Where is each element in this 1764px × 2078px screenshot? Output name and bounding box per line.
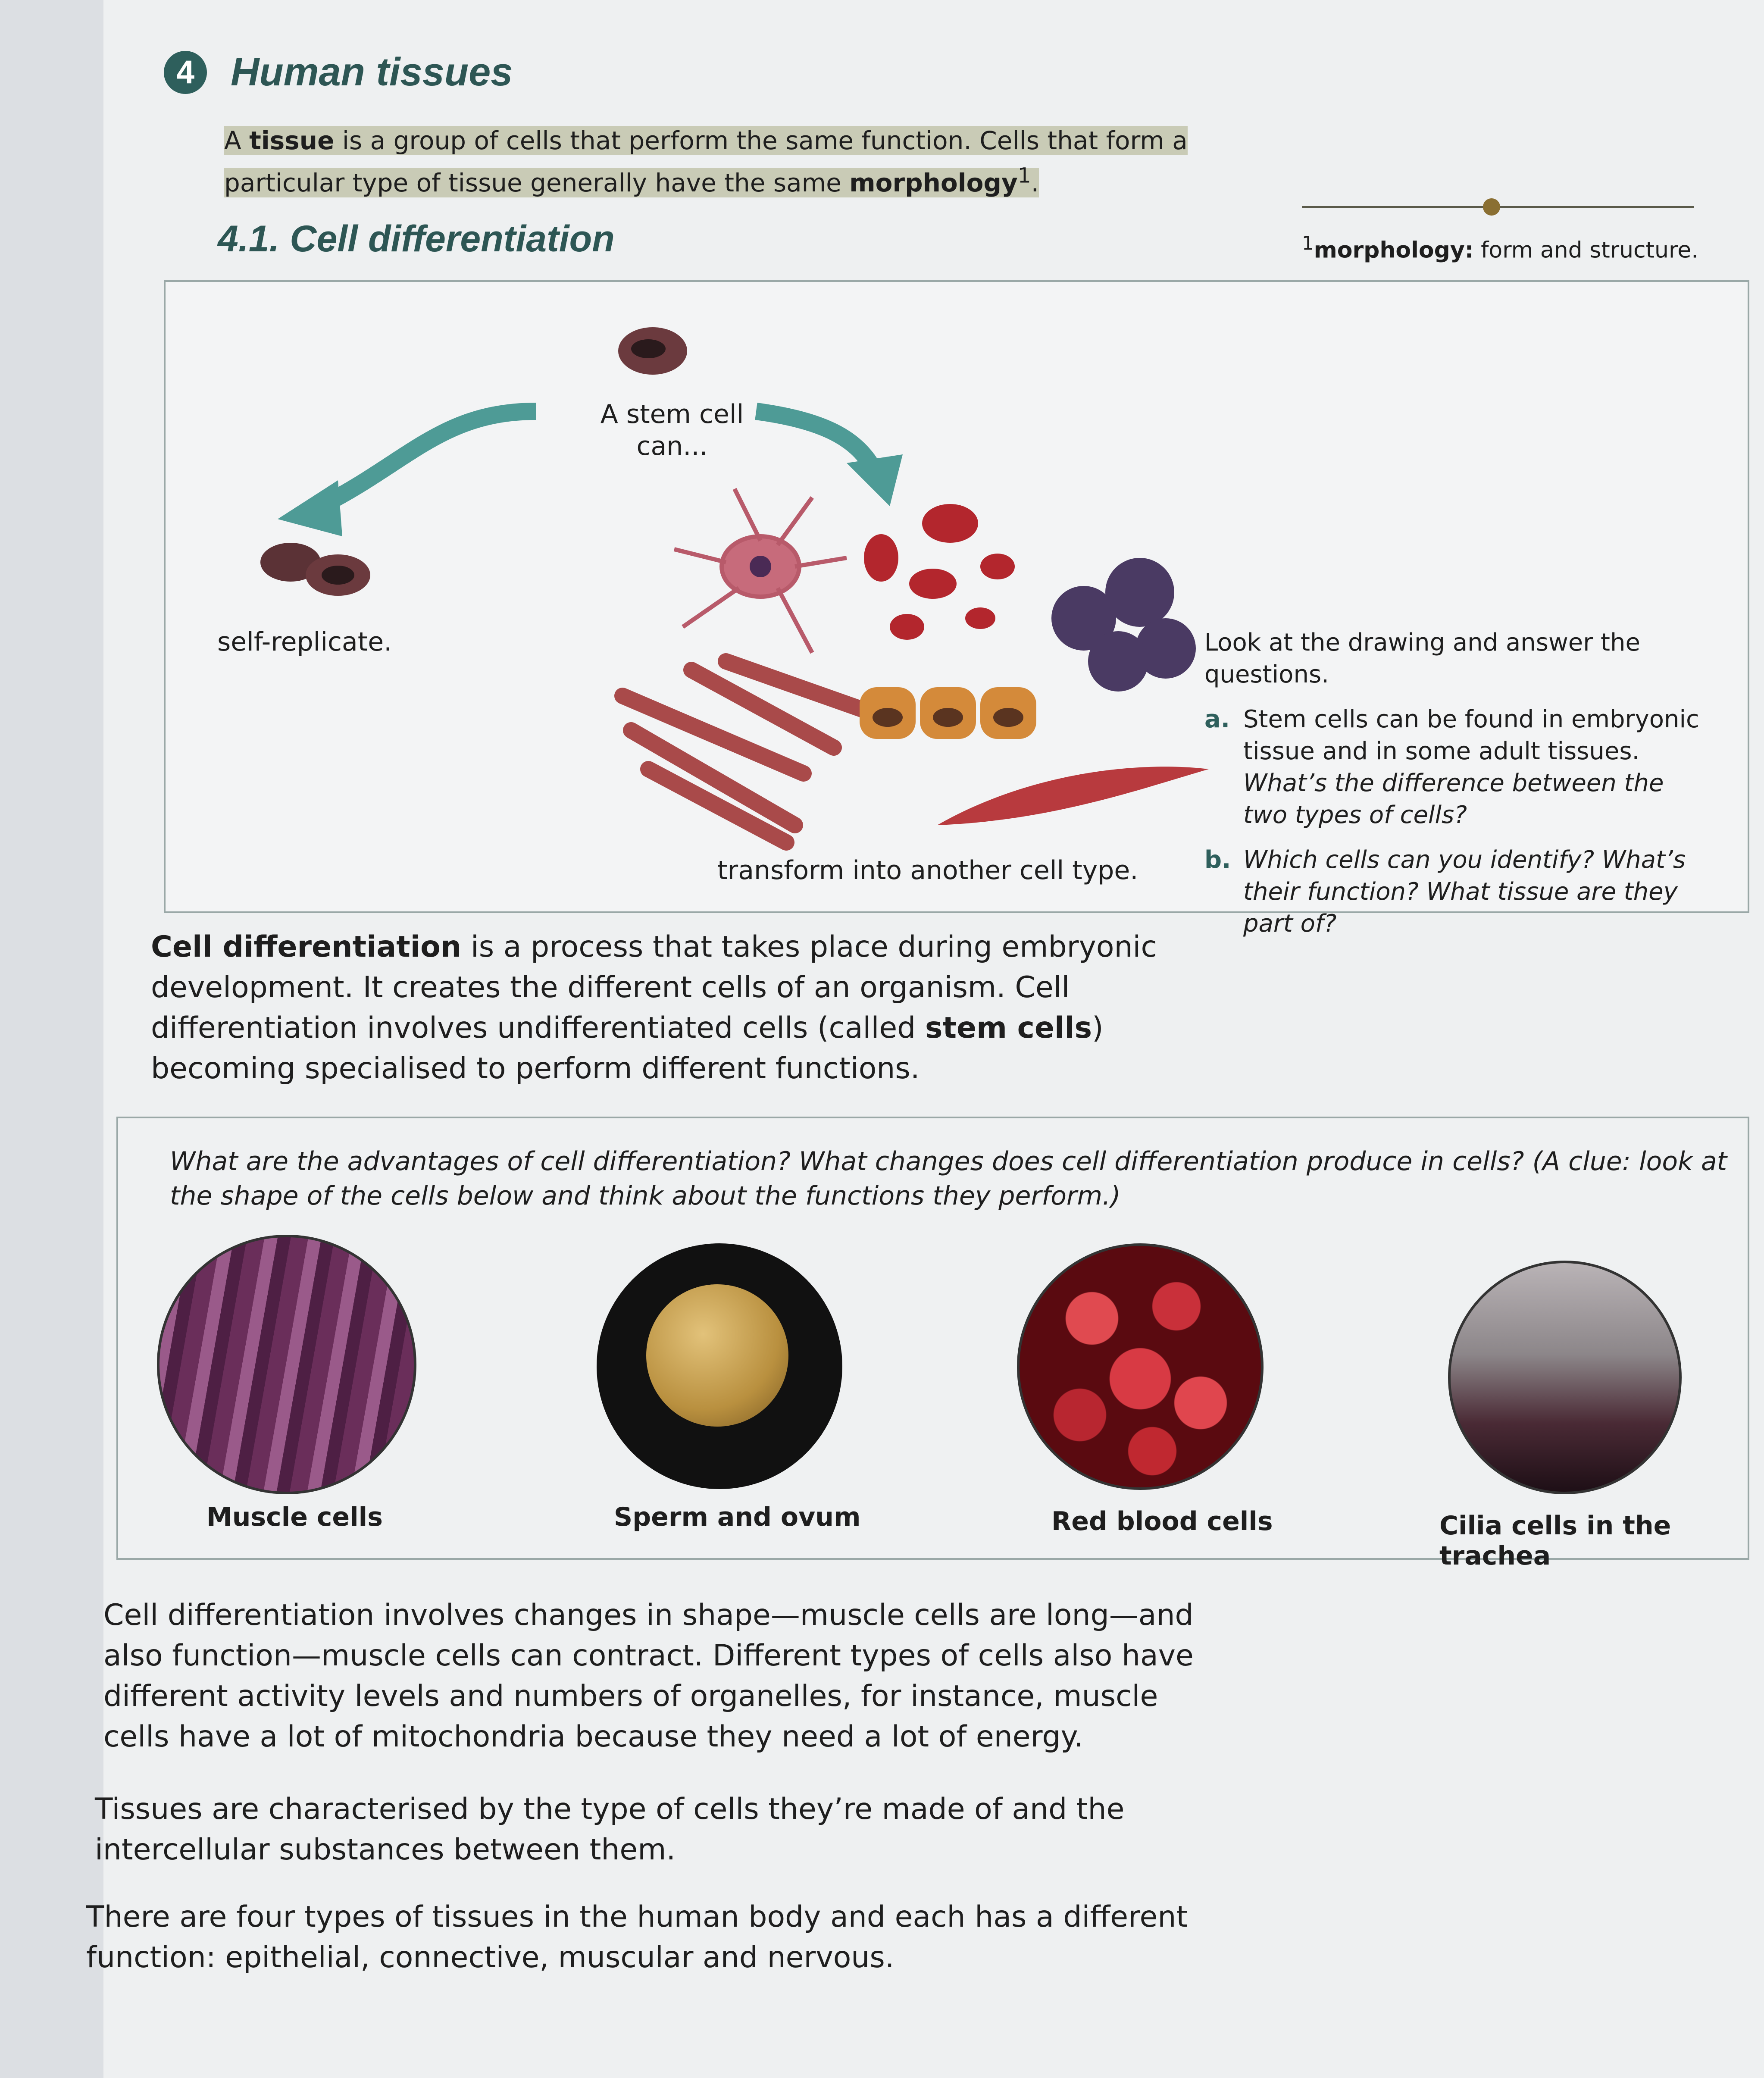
four-tissue-types-paragraph: There are four types of tissues in the human body and each has a different function: epithelial, connective, muscular and nervous. — [86, 1900, 1188, 1975]
ovum-shape — [646, 1284, 788, 1427]
stem-cell-label — [586, 398, 758, 462]
paragraph1-text2: ) becoming specialised to perform different functions. — [151, 1011, 1104, 1086]
question-b — [1204, 844, 1713, 940]
white-blood-cells-icon — [1051, 558, 1196, 692]
footnote-term: morphology: — [1314, 237, 1474, 263]
stem-cell-figure — [164, 280, 1749, 938]
footnote-ref: 1 — [1017, 164, 1031, 188]
advantages-question-box — [116, 1117, 1749, 1571]
caption-sperm-ovum: Sperm and ovum — [614, 1502, 861, 1532]
footnote-marker: 1 — [1302, 233, 1314, 254]
subsection-title: 4.1. Cell differentiation — [218, 218, 615, 260]
stem-cell-label-line2: can... — [636, 431, 708, 461]
self-replicate-label: self-replicate. — [217, 627, 392, 657]
question-b-text: Which cells can you identify? What’s their function? What tissue are they part of? — [1243, 846, 1686, 938]
caption-muscle-cells: Muscle cells — [206, 1502, 383, 1532]
question-b-letter: b. — [1204, 846, 1231, 874]
caption-cilia-cells: Cilia cells in the trachea — [1439, 1511, 1671, 1571]
footnote-ornament-top — [1483, 198, 1500, 216]
intro-paragraph — [224, 123, 1216, 200]
question-a-italic: What’s the difference between the two types of cells? — [1243, 769, 1664, 829]
section-number-badge: 4 — [164, 51, 207, 94]
caption-red-blood-cells: Red blood cells — [1051, 1506, 1273, 1537]
stem-cell-nucleus — [631, 339, 666, 358]
question-a-text: Stem cells can be found in embryonic tissue and in some adult tissues. — [1243, 705, 1699, 765]
term-stem-cells: stem cells — [925, 1011, 1092, 1045]
footnote-definition: form and structure. — [1473, 237, 1698, 263]
question-a — [1204, 704, 1713, 831]
question-a-letter: a. — [1204, 705, 1230, 733]
arrow-left-icon — [321, 411, 536, 506]
intro-term-tissue: tissue — [249, 126, 335, 155]
arrow-right-head-icon — [847, 454, 903, 506]
figure-instruction: Look at the drawing and answer the questions. — [1204, 629, 1640, 688]
red-blood-cells-image — [1017, 1243, 1264, 1490]
intro-text-1: A — [224, 126, 250, 155]
red-blood-cells-icon — [864, 504, 1015, 640]
footnote — [1302, 233, 1698, 263]
transform-label: transform into another cell type. — [717, 855, 1138, 886]
paragraph1-text1: is a process that takes place during embryonic development. It creates the different cells of an organism. Cell differentiation involves undifferentiated cells (called — [151, 930, 1157, 1045]
muscle-fibres-icon — [622, 661, 873, 842]
muscle-cells-image — [157, 1235, 416, 1494]
intro-text-3: . — [1031, 168, 1039, 198]
epithelial-cells-icon — [860, 687, 1036, 739]
replicated-cell-nucleus — [322, 566, 354, 585]
changes-paragraph: Cell differentiation involves changes in shape—muscle cells are long—and also function—muscle cells can contract. Different types of cells also have different activity levels and numbers of organelles, for instance, muscle cells have a lot of mitochondria because they need a lot of energy. — [103, 1598, 1194, 1754]
tissues-characterised-paragraph: Tissues are characterised by the type of cells they’re made of and the intercellular substances between them. — [95, 1792, 1125, 1867]
arrow-right-icon — [756, 411, 873, 467]
intro-highlight — [224, 126, 1188, 197]
sperm-ovum-image — [597, 1243, 842, 1489]
term-cell-differentiation: Cell differentiation — [151, 930, 462, 964]
figure-questions — [1204, 627, 1713, 940]
arrow-left-head-icon — [278, 480, 342, 536]
intro-term-morphology: morphology — [849, 168, 1018, 198]
stem-cell-label-line1: A stem cell — [600, 399, 744, 429]
advantages-question: What are the advantages of cell differentiation? What changes does cell differentiation produce in cells? (A clue: look at the shape of the cells below and think about the functions they perform.) — [170, 1146, 1727, 1211]
smooth-muscle-cell-icon — [937, 767, 1209, 825]
cilia-cells-image — [1448, 1261, 1682, 1494]
cell-differentiation-paragraph — [151, 927, 1203, 1089]
section-title: Human tissues — [231, 50, 513, 94]
intro-text-2: is a group of cells that perform the same function. Cells that form a particular type of tissue generally have the same — [224, 126, 1188, 198]
